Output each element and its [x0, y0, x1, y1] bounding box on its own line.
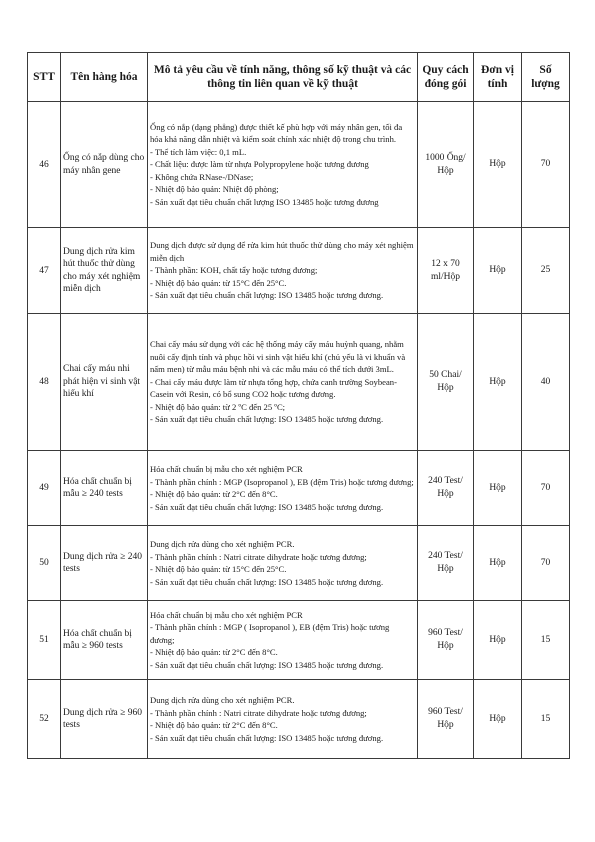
row-quantity: 70: [522, 526, 570, 601]
header-quantity: Số lượng: [522, 53, 570, 102]
row-stt: 47: [28, 228, 61, 314]
description-line: - Nhiệt độ bảo quản: từ 2°C đến 8°C.: [150, 720, 278, 730]
description-line: Dung dịch được sử dụng để rửa kim hút thuốc thử dùng cho máy xét nghiệm miễn dịch: [150, 240, 414, 263]
description-line: Chai cấy máu sử dụng với các hệ thống máy cấy máu huỳnh quang, nhằm nuôi cấy định tính và phục hồi vi sinh vật hiếu khí (chủ yếu là vi khuẩn và nấm men) từ mẫu máu bệnh nhi và các mẫu máu có thể tích dưới 3mL.: [150, 339, 406, 375]
description-line: - Sản xuất đạt tiêu chuẩn chất lượng: ISO 13485 hoặc tương đương.: [150, 732, 384, 743]
description-line: - Thành phần chính : Natri citrate dihydrate hoặc tương đương;: [150, 707, 367, 718]
table-row: [28, 102, 570, 228]
header-row: [28, 53, 570, 102]
description-line: - Thể tích làm việc: 0,1 mL.: [150, 146, 247, 157]
description-line: Hóa chất chuẩn bị mẫu cho xét nghiệm PCR: [150, 464, 303, 474]
table-header: [28, 53, 570, 102]
table-row: [28, 601, 570, 680]
table-body: [28, 102, 570, 759]
description-line: - Thành phần chính : MGP (Isopropanol ), EB (đệm Tris) hoặc tương đương;: [150, 476, 414, 487]
row-stt: 48: [28, 314, 61, 451]
row-description: [148, 451, 418, 526]
description-line: Ống có nắp (dạng phẳng) được thiết kế phù hợp với máy nhân gen, tối đa hóa khả năng dẫn nhiệt và kiểm soát chính xác nhiệt độ trong chu trình.: [150, 121, 403, 145]
description-line: Dung dịch rửa dùng cho xét nghiệm PCR.: [150, 695, 295, 705]
description-line: - Nhiệt độ bảo quản: từ 2°C đến 8°C.: [150, 489, 278, 499]
description-line: - Sản xuất đạt tiêu chuẩn chất lượng ISO 13485 hoặc tương đương: [150, 196, 379, 207]
row-description: [148, 526, 418, 601]
row-description: [148, 601, 418, 680]
row-packaging: 960 Test/ Hộp: [418, 601, 474, 680]
row-quantity: 15: [522, 680, 570, 759]
row-stt: 52: [28, 680, 61, 759]
description-line: - Sản xuất đạt tiêu chuẩn chất lượng: ISO 13485 hoặc tương đương.: [150, 414, 384, 425]
row-packaging: 12 x 70 ml/Hộp: [418, 228, 474, 314]
row-packaging: 960 Test/ Hộp: [418, 680, 474, 759]
row-stt: 46: [28, 102, 61, 228]
description-line: - Nhiệt độ bảo quản: từ 2 ºC đến 25 ºC;: [150, 401, 286, 412]
row-product-name: Dung dịch rửa kim hút thuốc thử dùng cho máy xét nghiệm miễn dịch: [61, 228, 148, 314]
row-packaging: 240 Test/ Hộp: [418, 526, 474, 601]
description-line: Dung dịch rửa dùng cho xét nghiệm PCR.: [150, 539, 295, 549]
row-product-name: Dung dịch rửa ≥ 240 tests: [61, 526, 148, 601]
row-product-name: Dung dịch rửa ≥ 960 tests: [61, 680, 148, 759]
description-line: - Chất liệu: được làm từ nhựa Polypropylene hoặc tương đương: [150, 159, 369, 170]
row-unit: Hộp: [474, 526, 522, 601]
description-line: - Sản xuất đạt tiêu chuẩn chất lượng: ISO 13485 hoặc tương đương.: [150, 290, 384, 301]
row-stt: 51: [28, 601, 61, 680]
specification-table: [27, 52, 570, 759]
row-quantity: 70: [522, 102, 570, 228]
description-line: - Không chứa RNase-/DNase;: [150, 171, 254, 182]
description-line: - Thành phần chính : MGP ( Isopropanol ), EB (đệm Tris) hoặc tương đương;: [150, 622, 390, 645]
row-quantity: 40: [522, 314, 570, 451]
description-line: - Nhiệt độ bảo quản: từ 2°C đến 8°C.: [150, 647, 278, 658]
row-packaging: 240 Test/ Hộp: [418, 451, 474, 526]
header-description: Mô tả yêu cầu về tính năng, thông số kỹ thuật và các thông tin liên quan về kỹ thuật: [148, 53, 418, 102]
row-product-name: Hóa chất chuẩn bị mẫu ≥ 960 tests: [61, 601, 148, 680]
row-packaging: 1000 Ống/ Hộp: [418, 102, 474, 228]
row-packaging: 50 Chai/ Hộp: [418, 314, 474, 451]
header-packaging: Quy cách đóng gói: [418, 53, 474, 102]
header-stt: STT: [28, 53, 61, 102]
row-stt: 50: [28, 526, 61, 601]
table-row: [28, 451, 570, 526]
header-unit: Đơn vị tính: [474, 53, 522, 102]
row-unit: Hộp: [474, 102, 522, 228]
row-quantity: 70: [522, 451, 570, 526]
row-unit: Hộp: [474, 451, 522, 526]
table-row: [28, 526, 570, 601]
description-line: - Sản xuất đạt tiêu chuẩn chất lượng: ISO 13485 hoặc tương đương.: [150, 576, 384, 587]
description-line: Hóa chất chuẩn bị mẫu cho xét nghiệm PCR: [150, 609, 303, 620]
row-stt: 49: [28, 451, 61, 526]
row-description: [148, 680, 418, 759]
table-row: [28, 228, 570, 314]
row-description: [148, 314, 418, 451]
row-product-name: Chai cấy máu nhi phát hiện vi sinh vật hiếu khí: [61, 314, 148, 451]
description-line: - Nhiệt độ bảo quản: Nhiệt độ phòng;: [150, 184, 279, 195]
description-line: - Thành phần: KOH, chất tẩy hoặc tương đương;: [150, 265, 318, 276]
table-row: [28, 680, 570, 759]
row-unit: Hộp: [474, 680, 522, 759]
row-description: [148, 102, 418, 228]
description-line: - Thành phần chính : Natri citrate dihydrate hoặc tương đương;: [150, 551, 367, 562]
row-unit: Hộp: [474, 228, 522, 314]
row-product-name: Ống có nắp dùng cho máy nhân gene: [61, 102, 148, 228]
description-line: - Sản xuất đạt tiêu chuẩn chất lượng: ISO 13485 hoặc tương đương.: [150, 501, 384, 512]
row-unit: Hộp: [474, 601, 522, 680]
description-line: - Chai cấy máu được làm từ nhựa tổng hợp, chứa canh trường Soybean-Casein với Resin, có bổ sung CO2 hoặc tương đương.: [150, 376, 397, 400]
row-description: [148, 228, 418, 314]
row-unit: Hộp: [474, 314, 522, 451]
description-line: - Nhiệt độ bảo quản: từ 15°C đến 25°C.: [150, 564, 287, 574]
description-line: - Nhiệt độ bảo quản: từ 15°C đến 25°C.: [150, 277, 287, 288]
header-name: Tên hàng hóa: [61, 53, 148, 102]
table-row: [28, 314, 570, 451]
row-quantity: 25: [522, 228, 570, 314]
row-quantity: 15: [522, 601, 570, 680]
row-product-name: Hóa chất chuẩn bị mẫu ≥ 240 tests: [61, 451, 148, 526]
description-line: - Sản xuất đạt tiêu chuẩn chất lượng: ISO 13485 hoặc tương đương.: [150, 659, 384, 670]
